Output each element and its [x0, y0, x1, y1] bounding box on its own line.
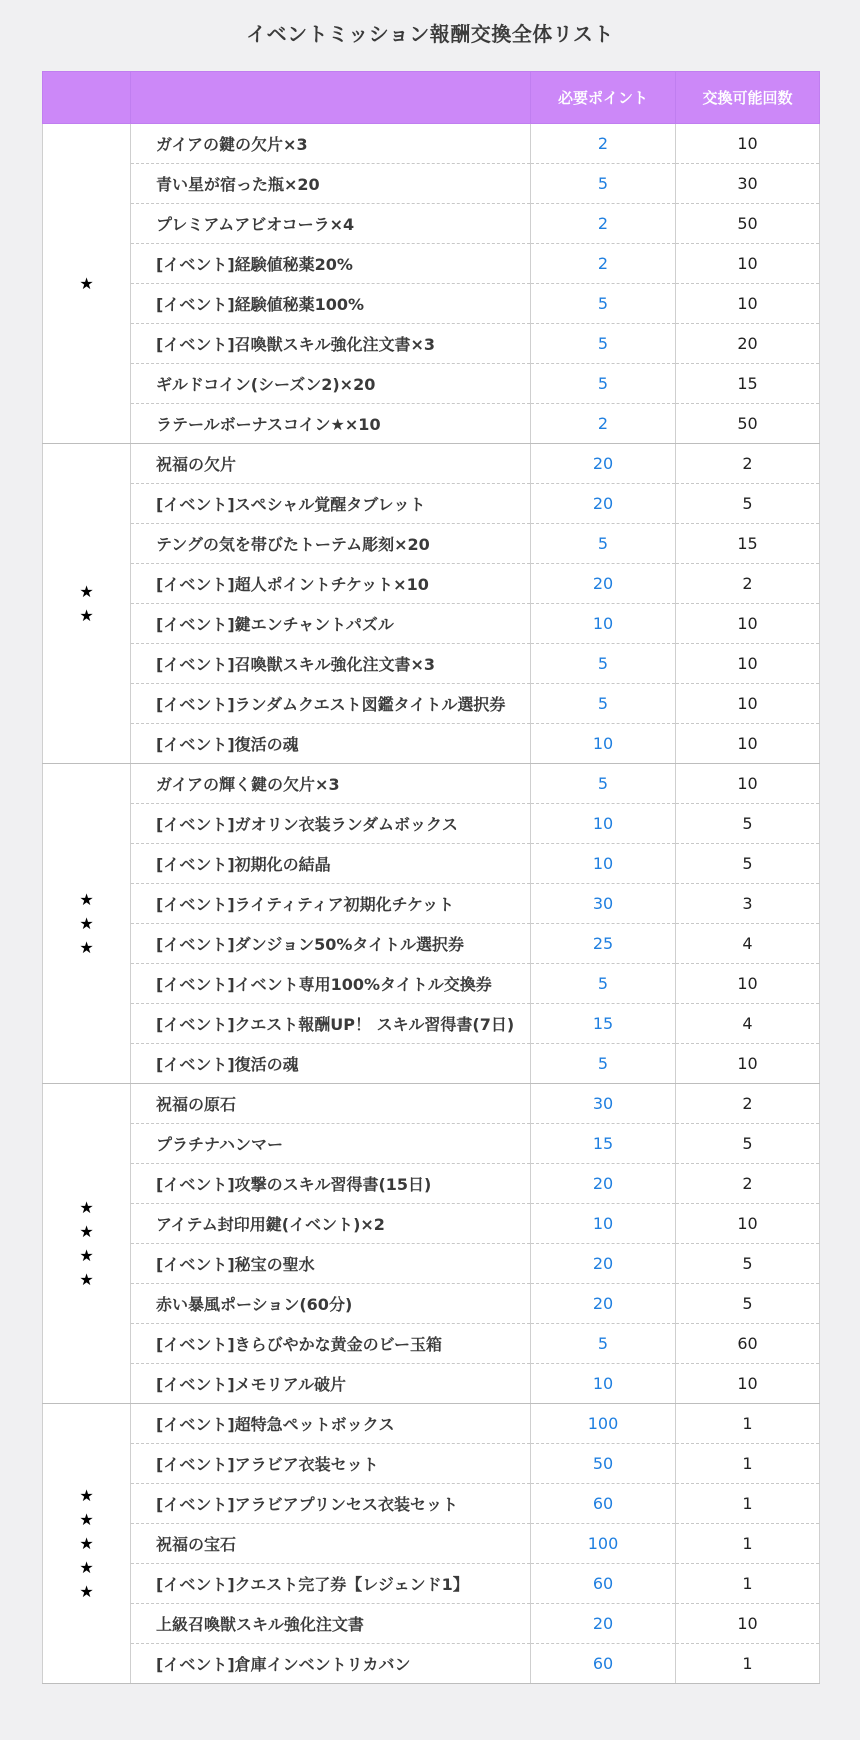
- required-points: 20: [531, 1164, 676, 1204]
- star-icon: ★: [79, 889, 94, 909]
- star-icon: ★: [79, 1197, 94, 1217]
- exchange-count: 1: [676, 1444, 820, 1484]
- item-name: ガイアの鍵の欠片×3: [131, 124, 531, 164]
- table-row: [43, 524, 820, 564]
- required-points: 10: [531, 604, 676, 644]
- item-name: [イベント]召喚獣スキル強化注文書×3: [131, 644, 531, 684]
- item-name: ギルドコイン(シーズン2)×20: [131, 364, 531, 404]
- required-points: 2: [531, 244, 676, 284]
- required-points: 20: [531, 1604, 676, 1644]
- table-row: [43, 964, 820, 1004]
- required-points: 10: [531, 1204, 676, 1244]
- reward-table: [42, 71, 820, 1684]
- table-row: [43, 1404, 820, 1444]
- exchange-count: 10: [676, 284, 820, 324]
- header-exchanges: 交換可能回数: [676, 72, 820, 124]
- table-row: [43, 604, 820, 644]
- item-name: [イベント]召喚獣スキル強化注文書×3: [131, 324, 531, 364]
- required-points: 20: [531, 484, 676, 524]
- item-name: 祝福の宝石: [131, 1524, 531, 1564]
- required-points: 5: [531, 1044, 676, 1084]
- star-icon: ★: [79, 1245, 94, 1265]
- exchange-count: 1: [676, 1564, 820, 1604]
- table-row: [43, 284, 820, 324]
- header-grade: [43, 72, 131, 124]
- star-icon: ★: [79, 1509, 94, 1529]
- header-points: 必要ポイント: [531, 72, 676, 124]
- grade-stars-cell: [43, 444, 131, 764]
- exchange-count: 2: [676, 1164, 820, 1204]
- table-row: [43, 644, 820, 684]
- table-row: [43, 364, 820, 404]
- exchange-count: 50: [676, 404, 820, 444]
- required-points: 5: [531, 1324, 676, 1364]
- table-row: [43, 564, 820, 604]
- grade-stars-cell: [43, 1084, 131, 1404]
- exchange-count: 4: [676, 924, 820, 964]
- exchange-count: 10: [676, 1044, 820, 1084]
- exchange-count: 10: [676, 244, 820, 284]
- item-name: [イベント]ライティティア初期化チケット: [131, 884, 531, 924]
- required-points: 50: [531, 1444, 676, 1484]
- exchange-count: 10: [676, 964, 820, 1004]
- required-points: 100: [531, 1404, 676, 1444]
- exchange-count: 20: [676, 324, 820, 364]
- item-name: アイテム封印用鍵(イベント)×2: [131, 1204, 531, 1244]
- exchange-count: 50: [676, 204, 820, 244]
- required-points: 5: [531, 644, 676, 684]
- table-row: [43, 1564, 820, 1604]
- required-points: 5: [531, 324, 676, 364]
- grade-stars-cell: [43, 764, 131, 1084]
- star-icon: ★: [79, 1533, 94, 1553]
- exchange-count: 5: [676, 1284, 820, 1324]
- page-title: イベントミッション報酬交換全体リスト: [246, 22, 614, 46]
- item-name: [イベント]アラビアプリンセス衣装セット: [131, 1484, 531, 1524]
- table-row: [43, 444, 820, 484]
- item-name: [イベント]攻撃のスキル習得書(15日): [131, 1164, 531, 1204]
- table-row: [43, 684, 820, 724]
- exchange-count: 15: [676, 524, 820, 564]
- item-name: [イベント]鍵エンチャントパズル: [131, 604, 531, 644]
- table-row: [43, 244, 820, 284]
- item-name: [イベント]復活の魂: [131, 724, 531, 764]
- exchange-count: 1: [676, 1644, 820, 1684]
- table-row: [43, 1444, 820, 1484]
- exchange-count: 10: [676, 724, 820, 764]
- item-name: [イベント]経験値秘薬20%: [131, 244, 531, 284]
- exchange-count: 1: [676, 1524, 820, 1564]
- required-points: 20: [531, 1244, 676, 1284]
- table-row: [43, 1164, 820, 1204]
- table-header-row: [43, 72, 820, 124]
- table-row: [43, 1244, 820, 1284]
- required-points: 5: [531, 364, 676, 404]
- item-name: [イベント]秘宝の聖水: [131, 1244, 531, 1284]
- item-name: [イベント]ガオリン衣装ランダムボックス: [131, 804, 531, 844]
- required-points: 25: [531, 924, 676, 964]
- required-points: 60: [531, 1564, 676, 1604]
- item-name: [イベント]ランダムクエスト図鑑タイトル選択券: [131, 684, 531, 724]
- grade-stars-cell: [43, 124, 131, 444]
- required-points: 15: [531, 1124, 676, 1164]
- exchange-count: 10: [676, 124, 820, 164]
- required-points: 100: [531, 1524, 676, 1564]
- table-row: [43, 844, 820, 884]
- exchange-count: 4: [676, 1004, 820, 1044]
- exchange-count: 10: [676, 1604, 820, 1644]
- star-icon: ★: [79, 937, 94, 957]
- required-points: 10: [531, 804, 676, 844]
- exchange-count: 10: [676, 1204, 820, 1244]
- table-row: [43, 1124, 820, 1164]
- table-row: [43, 1524, 820, 1564]
- exchange-count: 5: [676, 804, 820, 844]
- star-icon: ★: [79, 1221, 94, 1241]
- required-points: 20: [531, 444, 676, 484]
- star-icon: ★: [79, 273, 94, 293]
- exchange-count: 5: [676, 844, 820, 884]
- table-row: [43, 124, 820, 164]
- table-row: [43, 164, 820, 204]
- star-icon: ★: [79, 605, 94, 625]
- item-name: テングの気を帯びたトーテム彫刻×20: [131, 524, 531, 564]
- required-points: 5: [531, 524, 676, 564]
- table-row: [43, 1044, 820, 1084]
- required-points: 5: [531, 964, 676, 1004]
- required-points: 5: [531, 764, 676, 804]
- star-icon: ★: [79, 1581, 94, 1601]
- table-row: [43, 1004, 820, 1044]
- star-icon: ★: [79, 913, 94, 933]
- item-name: [イベント]スペシャル覚醒タブレット: [131, 484, 531, 524]
- required-points: 2: [531, 404, 676, 444]
- table-row: [43, 404, 820, 444]
- item-name: [イベント]初期化の結晶: [131, 844, 531, 884]
- grade-stars-cell: [43, 1404, 131, 1684]
- exchange-count: 5: [676, 484, 820, 524]
- required-points: 10: [531, 844, 676, 884]
- table-row: [43, 924, 820, 964]
- required-points: 2: [531, 124, 676, 164]
- table-row: [43, 484, 820, 524]
- table-row: [43, 204, 820, 244]
- exchange-count: 10: [676, 764, 820, 804]
- required-points: 60: [531, 1484, 676, 1524]
- exchange-count: 10: [676, 604, 820, 644]
- exchange-count: 15: [676, 364, 820, 404]
- exchange-count: 3: [676, 884, 820, 924]
- table-body: [43, 124, 820, 1684]
- exchange-count: 5: [676, 1244, 820, 1284]
- item-name: [イベント]きらびやかな黄金のビー玉箱: [131, 1324, 531, 1364]
- star-icon: ★: [79, 1269, 94, 1289]
- item-name: [イベント]イベント専用100%タイトル交換券: [131, 964, 531, 1004]
- exchange-count: 10: [676, 644, 820, 684]
- required-points: 15: [531, 1004, 676, 1044]
- item-name: [イベント]ダンジョン50%タイトル選択券: [131, 924, 531, 964]
- required-points: 20: [531, 1284, 676, 1324]
- exchange-count: 60: [676, 1324, 820, 1364]
- exchange-count: 1: [676, 1484, 820, 1524]
- table-row: [43, 804, 820, 844]
- header-item: [131, 72, 531, 124]
- exchange-count: 5: [676, 1124, 820, 1164]
- item-name: [イベント]超人ポイントチケット×10: [131, 564, 531, 604]
- item-name: 祝福の原石: [131, 1084, 531, 1124]
- item-name: 青い星が宿った瓶×20: [131, 164, 531, 204]
- star-icon: ★: [79, 1557, 94, 1577]
- exchange-count: 1: [676, 1404, 820, 1444]
- required-points: 10: [531, 724, 676, 764]
- required-points: 5: [531, 164, 676, 204]
- table-row: [43, 1284, 820, 1324]
- item-name: [イベント]超特急ペットボックス: [131, 1404, 531, 1444]
- star-icon: ★: [79, 581, 94, 601]
- required-points: 5: [531, 284, 676, 324]
- table-row: [43, 1084, 820, 1124]
- table-row: [43, 1364, 820, 1404]
- table-row: [43, 1644, 820, 1684]
- required-points: 30: [531, 884, 676, 924]
- item-name: [イベント]倉庫インベントリカバン: [131, 1644, 531, 1684]
- item-name: プレミアムアビオコーラ×4: [131, 204, 531, 244]
- table-row: [43, 724, 820, 764]
- exchange-count: 10: [676, 1364, 820, 1404]
- item-name: [イベント]経験値秘薬100%: [131, 284, 531, 324]
- exchange-count: 30: [676, 164, 820, 204]
- item-name: [イベント]クエスト完了券【レジェンド1】: [131, 1564, 531, 1604]
- table-row: [43, 1204, 820, 1244]
- exchange-count: 2: [676, 564, 820, 604]
- table-row: [43, 324, 820, 364]
- exchange-count: 2: [676, 1084, 820, 1124]
- required-points: 5: [531, 684, 676, 724]
- required-points: 10: [531, 1364, 676, 1404]
- exchange-count: 10: [676, 684, 820, 724]
- item-name: [イベント]復活の魂: [131, 1044, 531, 1084]
- table-row: [43, 1324, 820, 1364]
- item-name: [イベント]メモリアル破片: [131, 1364, 531, 1404]
- table-row: [43, 884, 820, 924]
- exchange-count: 2: [676, 444, 820, 484]
- required-points: 20: [531, 564, 676, 604]
- item-name: 祝福の欠片: [131, 444, 531, 484]
- item-name: 赤い暴風ポーション(60分): [131, 1284, 531, 1324]
- star-icon: ★: [79, 1485, 94, 1505]
- required-points: 60: [531, 1644, 676, 1684]
- item-name: ラテールボーナスコイン★×10: [131, 404, 531, 444]
- required-points: 30: [531, 1084, 676, 1124]
- item-name: プラチナハンマー: [131, 1124, 531, 1164]
- required-points: 2: [531, 204, 676, 244]
- table-row: [43, 1604, 820, 1644]
- item-name: 上級召喚獣スキル強化注文書: [131, 1604, 531, 1644]
- item-name: [イベント]アラビア衣装セット: [131, 1444, 531, 1484]
- item-name: ガイアの輝く鍵の欠片×3: [131, 764, 531, 804]
- table-row: [43, 1484, 820, 1524]
- table-row: [43, 764, 820, 804]
- item-name: [イベント]クエスト報酬UP！ スキル習得書(7日): [131, 1004, 531, 1044]
